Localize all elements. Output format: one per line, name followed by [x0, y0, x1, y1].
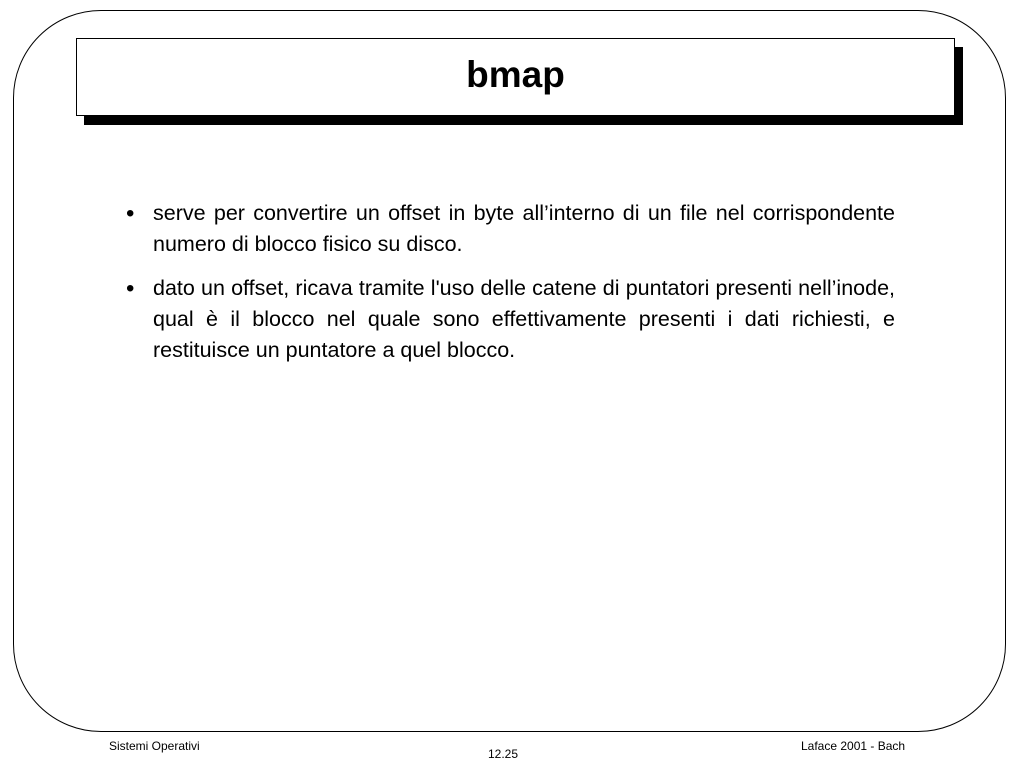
list-item [126, 198, 895, 260]
bullet-list [126, 198, 895, 379]
list-item [126, 273, 895, 366]
page-number: 12.25 [488, 747, 519, 761]
bullet-text: dato un offset, ricava tramite l'uso delle catene di puntatori presenti nell’inode, qual è il blocco nel quale sono effettivamente presenti i dati richiesti, e restituisce un puntatore a quel blocco. [153, 276, 895, 362]
bullet-icon: • [126, 275, 135, 302]
footer-author: Laface 2001 - Bach [801, 739, 906, 753]
title-box [76, 38, 955, 116]
bullet-text: serve per convertire un offset in byte all’interno di un file nel corrispondente numero di blocco fisico su disco. [153, 201, 895, 256]
slide-title: bmap [466, 53, 565, 95]
footer-course: Sistemi Operativi [109, 739, 200, 753]
bullet-icon: • [126, 200, 135, 227]
